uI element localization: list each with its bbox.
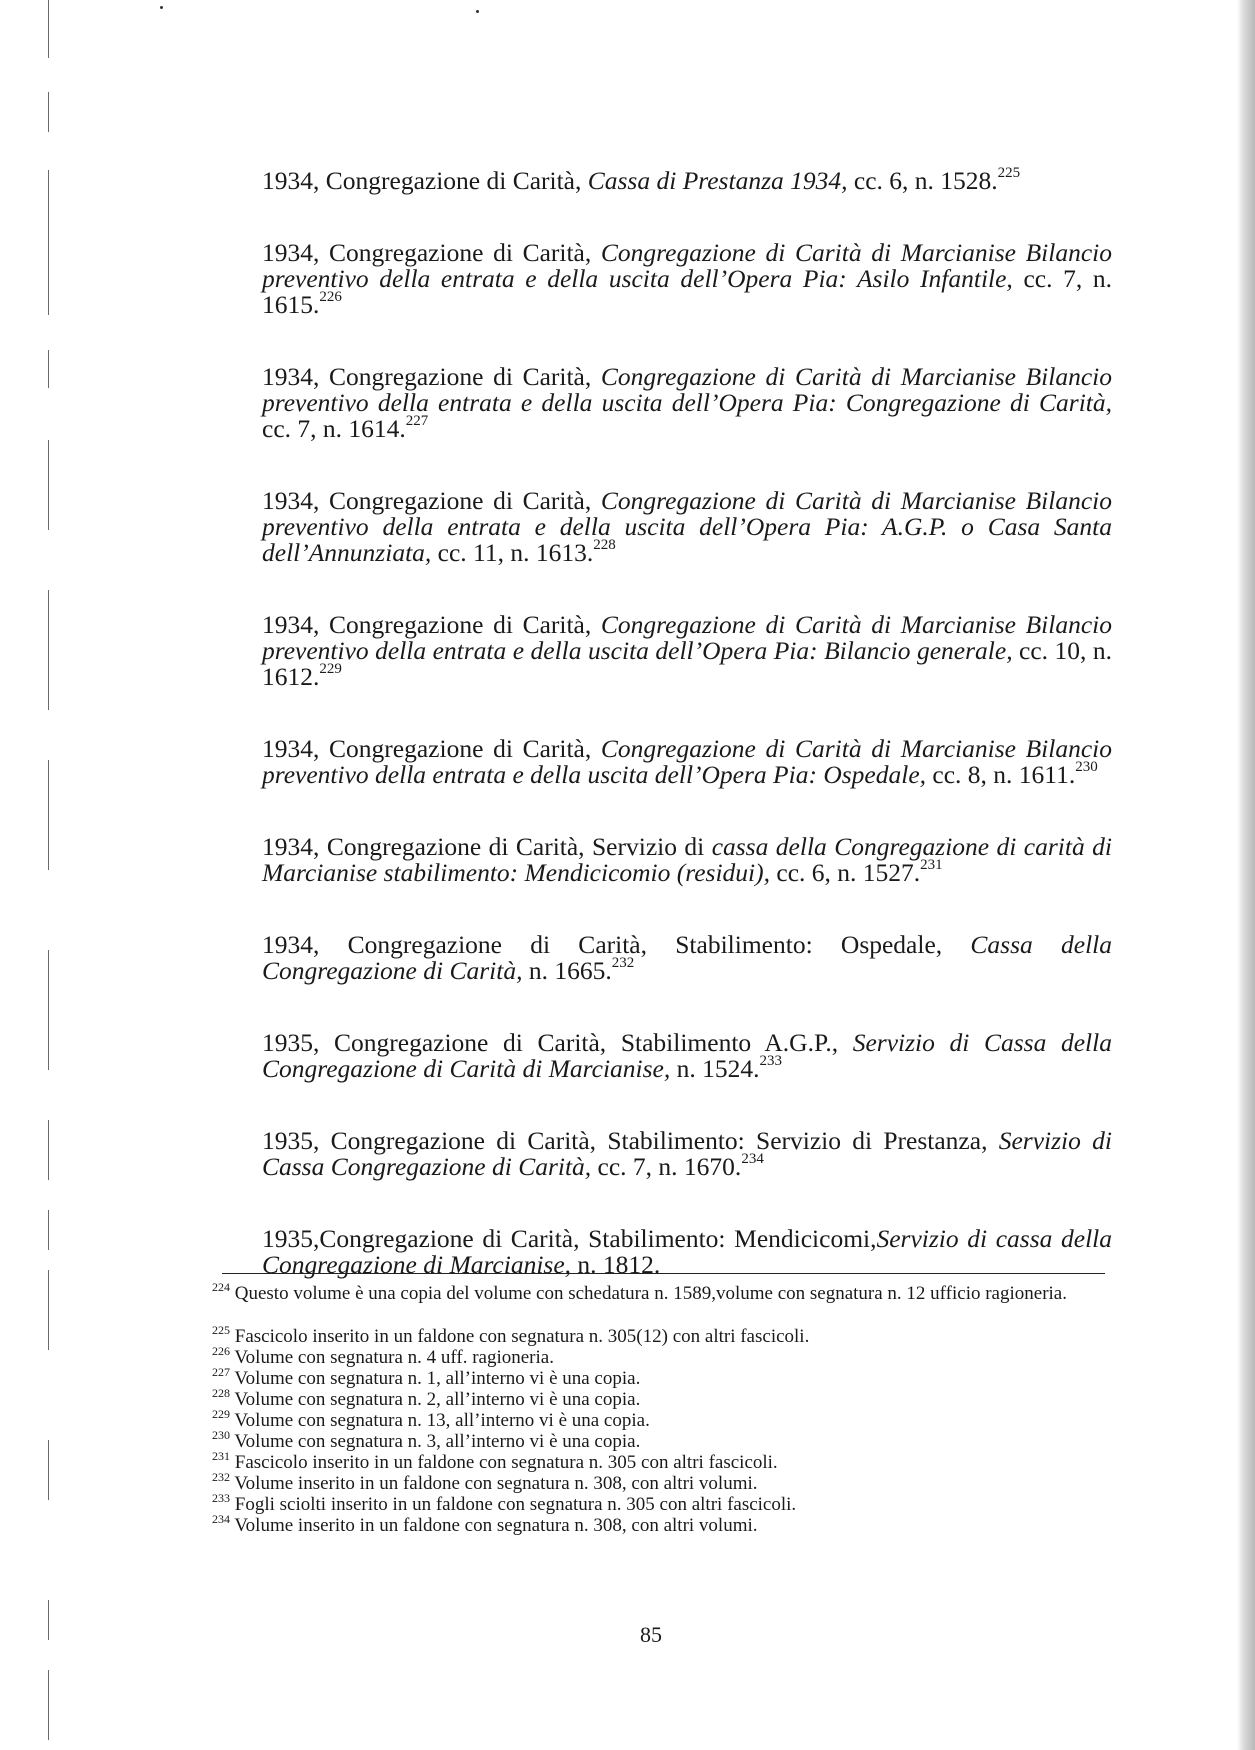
entry bbox=[262, 736, 1112, 788]
footnote bbox=[212, 1386, 1107, 1410]
footnote-text: Volume con segnatura n. 13, all’interno vi è una copia. bbox=[230, 1410, 650, 1431]
footnote bbox=[212, 1323, 1107, 1347]
scan-speck bbox=[476, 10, 479, 13]
scan-speck bbox=[160, 6, 163, 9]
entry-text: 1934, Congregazione di Carità, bbox=[262, 238, 601, 267]
footnote bbox=[212, 1449, 1107, 1473]
footnote-separator bbox=[222, 1273, 1105, 1274]
footnote bbox=[212, 1470, 1107, 1494]
entry-details: cc. 8, n. 1611. bbox=[926, 760, 1076, 789]
entry-title: Congregazione di Carità di Marcianise Bilancio preventivo della entrata e della uscita dell’Opera Pia: Ospedale, bbox=[262, 734, 1113, 789]
entry-text: 1935, Congregazione di Carità, Stabilimento A.G.P., bbox=[262, 1028, 853, 1057]
footnote bbox=[212, 1512, 1107, 1536]
footnote-number: 224 bbox=[212, 1280, 230, 1294]
entry bbox=[262, 1030, 1112, 1082]
entry-text: 1934, Congregazione di Carità, bbox=[262, 362, 601, 391]
entry-title: Servizio di Cassa Congregazione di Carità, bbox=[262, 1126, 1112, 1181]
footnote-ref: 234 bbox=[741, 1151, 764, 1167]
entry-details: cc. 6, n. 1528. bbox=[847, 166, 998, 195]
entry bbox=[262, 834, 1112, 886]
footnote-text: Volume con segnatura n. 4 uff. ragioneria. bbox=[230, 1347, 554, 1368]
footnote-ref: 231 bbox=[920, 857, 943, 873]
footnote-ref: 232 bbox=[611, 955, 635, 971]
footnote-ref: 229 bbox=[319, 661, 342, 677]
entry-details: cc. 6, n. 1527. bbox=[770, 858, 921, 887]
footnote bbox=[212, 1491, 1107, 1515]
footnote-text: Volume inserito in un faldone con segnatura n. 308, con altri volumi. bbox=[230, 1473, 758, 1494]
entry bbox=[262, 240, 1112, 318]
body-text bbox=[262, 165, 1113, 1324]
entry-text: 1934, Congregazione di Carità, Servizio di bbox=[262, 832, 712, 861]
footnote-ref: 226 bbox=[319, 289, 342, 305]
footnote-text: Fascicolo inserito in un faldone con segnatura n. 305 con altri fascicoli. bbox=[230, 1452, 778, 1473]
footnote bbox=[212, 1344, 1107, 1368]
entry-text: 1935,Congregazione di Carità, Stabilimento: Mendicicomi, bbox=[262, 1224, 877, 1253]
entry-details: cc. 7, n. 1614. bbox=[262, 414, 406, 443]
entry bbox=[262, 364, 1112, 442]
footnote-ref: 228 bbox=[593, 537, 616, 553]
entry-details: n. 1665. bbox=[522, 956, 612, 985]
footnote-number: 226 bbox=[212, 1344, 230, 1358]
footnote-number: 232 bbox=[212, 1470, 230, 1484]
footnote-text: Fogli sciolti inserito in un faldone con segnatura n. 305 con altri fascicoli. bbox=[230, 1494, 797, 1515]
footnote bbox=[212, 1428, 1107, 1452]
entry-title: Congregazione di Carità di Marcianise Bilancio preventivo della entrata e della uscita dell’Opera Pia: Asilo Infantile, bbox=[262, 238, 1113, 293]
entry-title: Servizio di Cassa della Congregazione di Carità di Marcianise, bbox=[262, 1028, 1112, 1083]
footnote-number: 230 bbox=[212, 1428, 230, 1442]
footnote-text: Volume con segnatura n. 3, all’interno vi è una copia. bbox=[230, 1431, 641, 1452]
scan-edge-left bbox=[48, 0, 50, 1750]
entry-details: cc. 7, n. 1670. bbox=[591, 1152, 742, 1181]
entry-title: Cassa di Prestanza 1934, bbox=[587, 166, 848, 195]
entry-title: Congregazione di Carità di Marcianise Bilancio preventivo della entrata e della uscita dell’Opera Pia: A.G.P. o Casa Santa dell’Annunziata, bbox=[262, 486, 1113, 567]
entry-title: Servizio di cassa della Congregazione di Marcianise, bbox=[262, 1224, 1112, 1279]
entry bbox=[262, 1128, 1112, 1180]
entry-title: Congregazione di Carità di Marcianise Bilancio preventivo della entrata e della uscita dell’Opera Pia: Congregazione di Carità, bbox=[262, 362, 1113, 417]
footnote-number: 229 bbox=[212, 1407, 230, 1421]
entry-text: 1935, Congregazione di Carità, Stabilimento: Servizio di Prestanza, bbox=[262, 1126, 999, 1155]
footnote-number: 225 bbox=[212, 1323, 230, 1337]
footnote bbox=[212, 1407, 1107, 1431]
footnote-ref: 233 bbox=[759, 1053, 782, 1069]
footnote-ref: 230 bbox=[1075, 759, 1098, 775]
entry bbox=[262, 165, 1112, 195]
entry-details: cc. 10, n. 1612. bbox=[262, 636, 1113, 691]
footnote-number: 231 bbox=[212, 1449, 230, 1463]
entry-details: cc. 7, n. 1615. bbox=[262, 264, 1112, 319]
entry-title: cassa della Congregazione di carità di Marcianise stabilimento: Mendicicomio (residui), bbox=[262, 832, 1112, 887]
footnote-ref: 225 bbox=[997, 165, 1021, 181]
entry-details: n. 1524. bbox=[670, 1054, 760, 1083]
footnote-number: 234 bbox=[212, 1512, 230, 1526]
entry-text: 1934, Congregazione di Carità, Stabilimento: Ospedale, bbox=[262, 930, 971, 959]
scan-edge-right bbox=[1237, 0, 1255, 1750]
entry-details: n. 1812. bbox=[571, 1250, 661, 1279]
entry bbox=[262, 488, 1112, 566]
footnote-number: 227 bbox=[212, 1365, 230, 1379]
footnote-text: Volume con segnatura n. 2, all’interno vi è una copia. bbox=[230, 1389, 641, 1410]
footnote-number: 233 bbox=[212, 1491, 230, 1505]
entry bbox=[262, 612, 1112, 690]
footnotes bbox=[212, 1280, 1107, 1536]
entry bbox=[262, 932, 1112, 984]
entry-text: 1934, Congregazione di Carità, bbox=[262, 610, 601, 639]
entry-text: 1934, Congregazione di Carità, bbox=[262, 486, 601, 515]
footnote-text: Questo volume è una copia del volume con schedatura n. 1589,volume con segnatura n. 12 ufficio ragioneria. bbox=[230, 1283, 1067, 1304]
footnote bbox=[212, 1365, 1107, 1389]
entry-details: cc. 11, n. 1613. bbox=[431, 538, 594, 567]
footnote-ref: 227 bbox=[405, 413, 429, 429]
footnote-text: Fascicolo inserito in un faldone con segnatura n. 305(12) con altri fascicoli. bbox=[230, 1326, 810, 1347]
page-number: 85 bbox=[640, 1622, 662, 1647]
entry-text: 1934, Congregazione di Carità, bbox=[262, 166, 588, 195]
footnote bbox=[212, 1280, 1107, 1304]
footnote-text: Volume con segnatura n. 1, all’interno vi è una copia. bbox=[230, 1368, 641, 1389]
entry-title: Cassa della Congregazione di Carità, bbox=[262, 930, 1112, 985]
entry bbox=[262, 1226, 1112, 1278]
footnote-number: 228 bbox=[212, 1386, 230, 1400]
footnote-text: Volume inserito in un faldone con segnatura n. 308, con altri volumi. bbox=[230, 1515, 758, 1536]
entry-title: Congregazione di Carità di Marcianise Bilancio preventivo della entrata e della uscita dell’Opera Pia: Bilancio generale, bbox=[262, 610, 1113, 665]
entry-text: 1934, Congregazione di Carità, bbox=[262, 734, 601, 763]
